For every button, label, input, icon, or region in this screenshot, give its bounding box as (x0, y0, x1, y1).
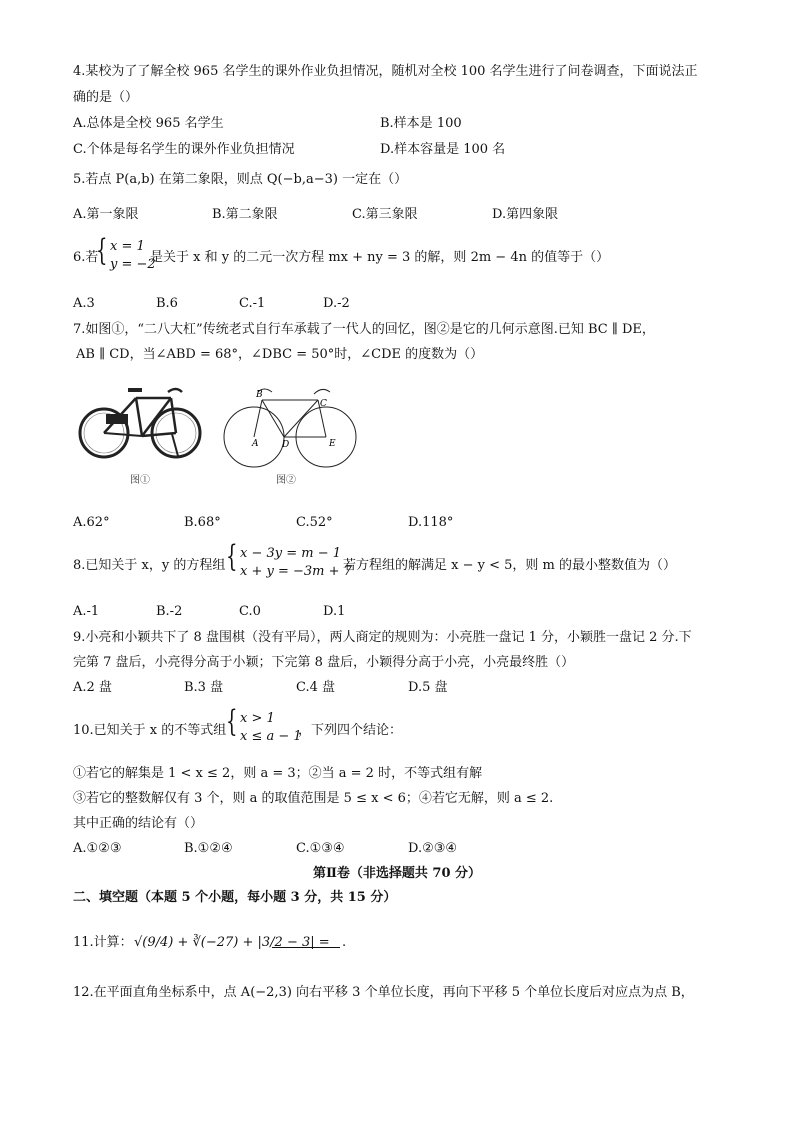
q6-brace: { (96, 233, 108, 268)
label-a: A (252, 439, 259, 449)
q6-prefix: 6.若 (73, 250, 99, 265)
q7-line1: 7.如图①，“二八大杠”传统老式自行车承载了一代人的回忆，图②是它的几何示意图.已知 BC ∥ DE， (73, 322, 655, 337)
q4-stem-line2: 确的是（） (73, 90, 139, 105)
label-c: C (320, 399, 327, 409)
q10-system (240, 710, 302, 745)
q7-line2: AB ∥ CD，当∠ABD = 68°，∠DBC = 50°时，∠CDE 的度数为（） (76, 347, 484, 362)
q9-option-d: D.5 盘 (408, 680, 448, 695)
q10-brace: { (226, 704, 238, 739)
label-b: B (256, 390, 263, 400)
q5-option-b: B.第二象限 (212, 207, 278, 222)
q4-option-a: A.总体是全校 965 名学生 (73, 116, 224, 131)
q4-option-b: B.样本是 100 (380, 116, 462, 131)
q10-conclusion-1-2: ①若它的解集是 1 < x ≤ 2，则 a = 3；②当 a = 2 时，不等式组有解 (73, 766, 483, 781)
label-d: D (282, 440, 290, 450)
q6-eq1: x = 1 (110, 239, 145, 254)
q10-ineq2: x ≤ a − 1 (240, 728, 302, 744)
q8-suffix: 若方程组的解满足 x − y < 5，则 m 的最小整数值为（） (343, 558, 676, 573)
q10-option-c: C.①③④ (296, 841, 345, 856)
q4-stem-line1: 4.某校为了了解全校 965 名学生的课外作业负担情况，随机对全校 100 名学生进行了问卷调查，下面说法正 (73, 64, 698, 79)
q6-option-d: D.-2 (323, 296, 350, 311)
q6-system (110, 238, 156, 273)
q8-brace: { (226, 539, 238, 574)
q8-option-b: B.-2 (156, 604, 183, 619)
q5-stem: 5.若点 P(a,b) 在第二象限，则点 Q(−b,a−3) 一定在（） (73, 172, 408, 187)
q10-conclusion-3-4: ③若它的整数解仅有 3 个，则 a 的取值范围是 5 ≤ x < 6；④若它无解，则 a ≤ 2. (73, 791, 554, 806)
q8-system (240, 545, 352, 580)
q11-expression: √(9/4) + ∛(−27) + |3/2 − 3| = (134, 935, 330, 950)
q5-option-a: A.第一象限 (73, 207, 139, 222)
section-2-title: 第Ⅱ卷（非选择题共 70 分） (312, 866, 482, 881)
q5-option-c: C.第三象限 (352, 207, 418, 222)
q10-option-d: D.②③④ (408, 841, 458, 856)
q8-eq1: x − 3y = m − 1 (240, 546, 342, 561)
q6-eq2: y = −2 (110, 256, 156, 272)
bicycle-diagram-figure (222, 382, 358, 468)
fill-in-heading: 二、填空题（本题 5 个小题，每小题 3 分，共 15 分） (73, 890, 397, 905)
q10-option-b: B.①②④ (184, 841, 233, 856)
q9-line1: 9.小亮和小颖共下了 8 盘围棋（没有平局），两人商定的规则为：小亮胜一盘记 1 分，小颖胜一盘记 2 分.下 (73, 630, 692, 645)
q11-end: . (342, 935, 347, 950)
q9-line2: 完第 7 盘后，小亮得分高于小颖；下完第 8 盘后，小颖得分高于小亮，小亮最终胜（） (73, 655, 575, 670)
q10-option-a: A.①②③ (73, 841, 122, 856)
q6-suffix: 是关于 x 和 y 的二元一次方程 mx + ny = 3 的解，则 2m − 4n 的值等于（） (150, 250, 610, 265)
q12-line1: 12.在平面直角坐标系中，点 A(−2,3) 向右平移 3 个单位长度，再向下平移 5 个单位长度后对应点为点 B， (73, 985, 694, 1000)
q8-option-a: A.-1 (73, 604, 100, 619)
q6-option-b: B.6 (156, 296, 178, 311)
q8-option-d: D.1 (323, 604, 346, 619)
q10-suffix: ，下列四个结论： (298, 723, 403, 738)
q7-option-b: B.68° (184, 515, 221, 530)
q9-option-a: A.2 盘 (73, 680, 112, 695)
q7-option-d: D.118° (408, 515, 454, 530)
q10-prefix: 10.已知关于 x 的不等式组 (73, 723, 227, 738)
q8-prefix: 8.已知关于 x，y 的方程组 (73, 558, 226, 573)
q10-ineq1: x > 1 (240, 711, 275, 726)
bicycle-photo-figure (76, 378, 206, 468)
label-e: E (329, 439, 336, 449)
q8-eq2: x + y = −3m + 7 (240, 563, 352, 579)
figure2-caption: 图② (276, 475, 296, 486)
q5-option-d: D.第四象限 (492, 207, 559, 222)
q4-option-d: D.样本容量是 100 名 (380, 142, 506, 157)
q7-option-a: A.62° (73, 515, 110, 530)
q6-option-c: C.-1 (239, 296, 266, 311)
q7-option-c: C.52° (296, 515, 333, 530)
q11-answer-blank[interactable] (272, 935, 340, 953)
q4-option-c: C.个体是每名学生的课外作业负担情况 (73, 142, 295, 157)
q11-prefix: 11.计算： (73, 935, 133, 950)
q10-question: 其中正确的结论有（） (73, 816, 204, 831)
q9-option-c: C.4 盘 (296, 680, 336, 695)
q6-option-a: A.3 (73, 296, 95, 311)
q9-option-b: B.3 盘 (184, 680, 224, 695)
q8-option-c: C.0 (239, 604, 261, 619)
figure1-caption: 图① (130, 475, 150, 486)
